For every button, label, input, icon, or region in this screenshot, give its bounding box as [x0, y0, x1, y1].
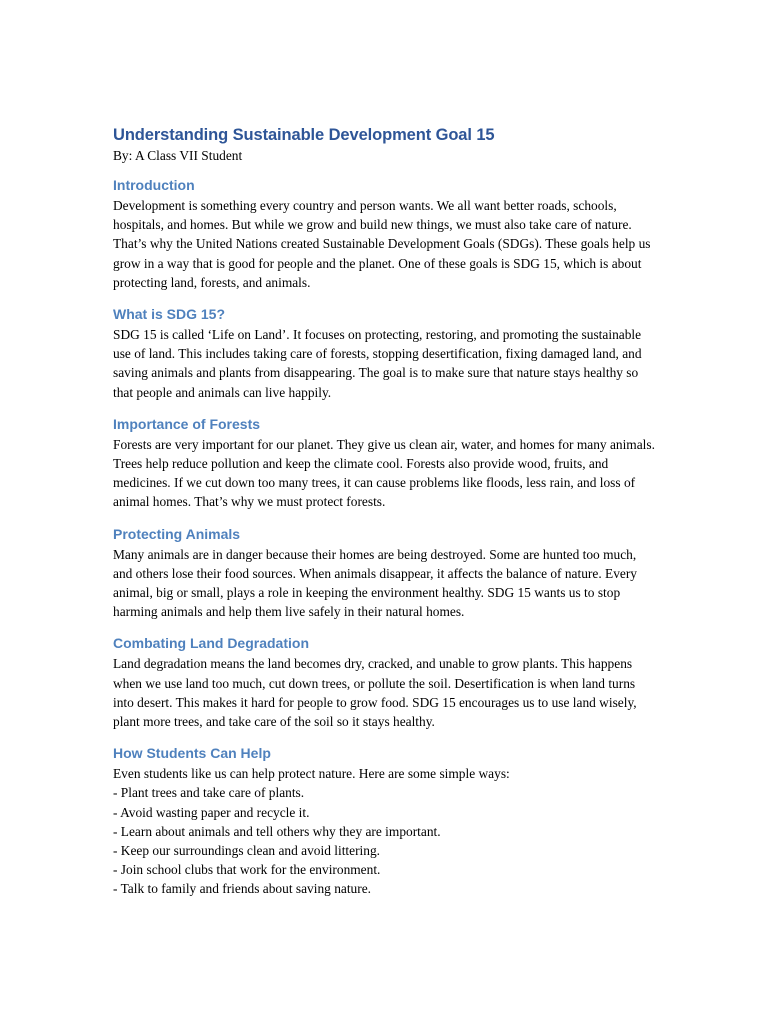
- section-paragraph: Development is something every country and person wants. We all want better roads, schools, hospitals, and homes. But while we grow and build new things, we must also take care of nature. That’s why the United Nations created Sustainable Development Goals (SDGs). These goals help us grow in a way that is good for people and the planet. One of these goals is SDG 15, which is about protecting land, forests, and animals.: [113, 198, 651, 290]
- section-heading: How Students Can Help: [113, 745, 271, 762]
- section-combating-land-degradation: [113, 633, 658, 731]
- section-paragraph: SDG 15 is called ‘Life on Land’. It focuses on protecting, restoring, and promoting the sustainable use of land. This includes taking care of forests, stopping desertification, fixing damaged land, and saving animals and plants from disappearing. The goal is to make sure that nature stays healthy so that people and animals can live happily.: [113, 327, 642, 400]
- section-body: [113, 654, 658, 731]
- section-what-is-sdg15: [113, 304, 658, 402]
- list-item: - Learn about animals and tell others why they are important.: [113, 823, 441, 839]
- list-item: - Talk to family and friends about saving nature.: [113, 881, 372, 897]
- section-how-students-can-help: [113, 743, 658, 898]
- list-item: - Keep our surroundings clean and avoid littering.: [113, 843, 380, 859]
- document-byline: By: A Class VII Student: [113, 148, 243, 163]
- section-heading: Combating Land Degradation: [113, 635, 309, 652]
- section-introduction: [113, 175, 658, 292]
- section-protecting-animals: [113, 524, 658, 622]
- document-title: Understanding Sustainable Development Goal 15: [113, 126, 495, 144]
- section-paragraph: Forests are very important for our planet. They give us clean air, water, and homes for many animals. Trees help reduce pollution and keep the climate cool. Forests also provide wood, fruits, and medicines. If we cut down too many trees, it can cause problems like floods, less rain, and loss of animal homes. That’s why we must protect forests.: [113, 436, 655, 510]
- section-heading: Protecting Animals: [113, 525, 241, 542]
- list-item: - Avoid wasting paper and recycle it.: [113, 804, 310, 820]
- section-intro: Even students like us can help protect nature. Here are some simple ways:: [113, 766, 510, 782]
- section-heading: What is SDG 15?: [113, 306, 226, 323]
- section-body: [113, 435, 658, 512]
- list-item: - Join school clubs that work for the environment.: [113, 862, 381, 878]
- section-body: [113, 196, 658, 292]
- section-body: [113, 545, 658, 622]
- document-content: [113, 124, 658, 899]
- section-heading: Importance of Forests: [113, 415, 261, 432]
- list-item: - Plant trees and take care of plants.: [113, 785, 305, 801]
- section-heading: Introduction: [113, 177, 195, 193]
- section-paragraph: Land degradation means the land becomes dry, cracked, and unable to grow plants. This happens when we use land too much, cut down trees, or pollute the soil. Desertification is when land turns into desert. This makes it hard for people to grow food. SDG 15 encourages us to use land wisely, plant more trees, and take care of the soil so it stays healthy.: [113, 656, 637, 730]
- section-paragraph: Many animals are in danger because their homes are being destroyed. Some are hunted too much, and others lose their food sources. When animals disappear, it affects the balance of nature. Every animal, big or small, plays a role in keeping the environment healthy. SDG 15 wants us to stop harming animals and help them live safely in their natural homes.: [113, 546, 637, 620]
- section-body: [113, 325, 658, 402]
- section-importance-of-forests: [113, 414, 658, 512]
